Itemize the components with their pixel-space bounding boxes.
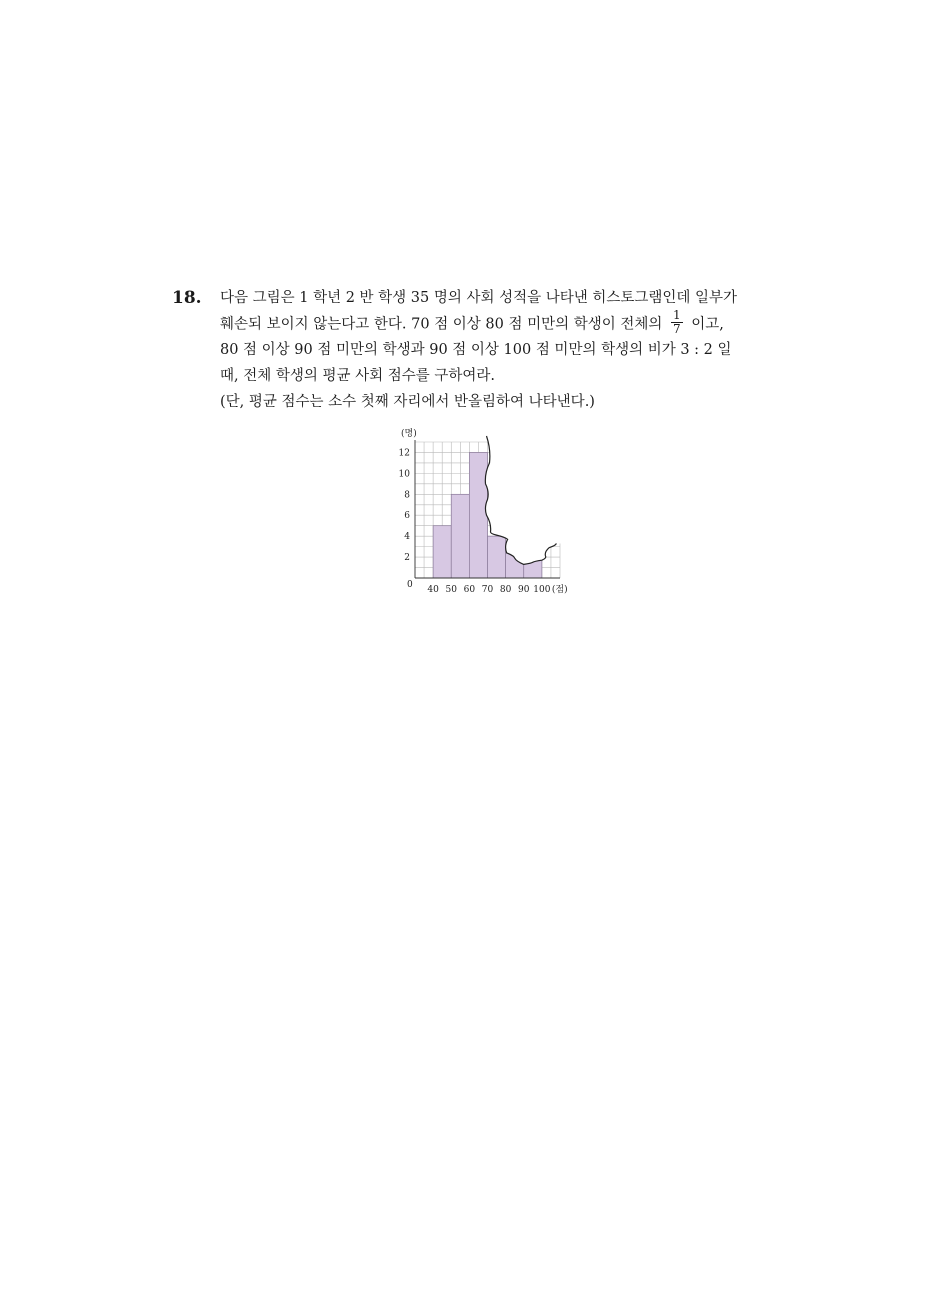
- histogram-bar-70-80: [488, 536, 506, 578]
- y-axis-label: (명): [401, 429, 417, 439]
- question-number: 18.: [172, 288, 202, 308]
- y-tick-10: 10: [398, 469, 410, 480]
- x-tick-50: 50: [445, 585, 457, 595]
- y-tick-2: 2: [404, 553, 410, 564]
- question-text: [220, 285, 760, 415]
- histogram-bar-40-50: [433, 526, 451, 578]
- question-line-2: [220, 308, 760, 337]
- question-line-3: 80 점 이상 90 점 미만의 학생과 90 점 이상 100 점 미만의 학생의 비가 3 : 2 일: [220, 342, 732, 358]
- y-tick-8: 8: [404, 490, 410, 501]
- fraction-denominator: 7: [673, 322, 681, 336]
- x-tick-90: 90: [518, 585, 530, 595]
- fraction-one-seventh: [671, 309, 683, 336]
- x-tick-70: 70: [481, 585, 494, 595]
- question-line-2-before: 훼손되 보이지 않는다고 한다. 70 점 이상 80 점 미만의 학생이 전체의: [220, 316, 663, 333]
- y-tick-6: 6: [404, 511, 410, 522]
- question-line-4: 때, 전체 학생의 평균 사회 점수를 구하여라.: [220, 368, 495, 384]
- question-line-5: (단, 평균 점수는 소수 첫째 자리에서 반올림하여 나타낸다.): [220, 394, 595, 410]
- histogram-figure: [385, 424, 585, 604]
- histogram-bar-60-70: [469, 452, 487, 578]
- x-axis-label: (점): [551, 585, 568, 595]
- question-line-1: 다음 그림은 1 학년 2 반 학생 35 명의 사회 성적을 나타낸 히스토그램인데 일부가: [220, 290, 738, 306]
- y-tick-4: 4: [404, 532, 410, 543]
- fraction-numerator: 1: [673, 308, 681, 322]
- y-tick-labels: [399, 448, 411, 563]
- x-tick-60: 60: [463, 585, 476, 595]
- x-tick-100: 100: [533, 585, 551, 595]
- x-tick-80: 80: [499, 585, 512, 595]
- histogram-svg: [385, 424, 585, 604]
- x-tick-labels: [427, 585, 550, 595]
- y-tick-12: 12: [398, 448, 410, 459]
- x-tick-40: 40: [427, 585, 439, 595]
- question-line-2-after: 이고,: [691, 316, 724, 333]
- origin-label: 0: [407, 580, 413, 590]
- histogram-bar-50-60: [451, 494, 469, 578]
